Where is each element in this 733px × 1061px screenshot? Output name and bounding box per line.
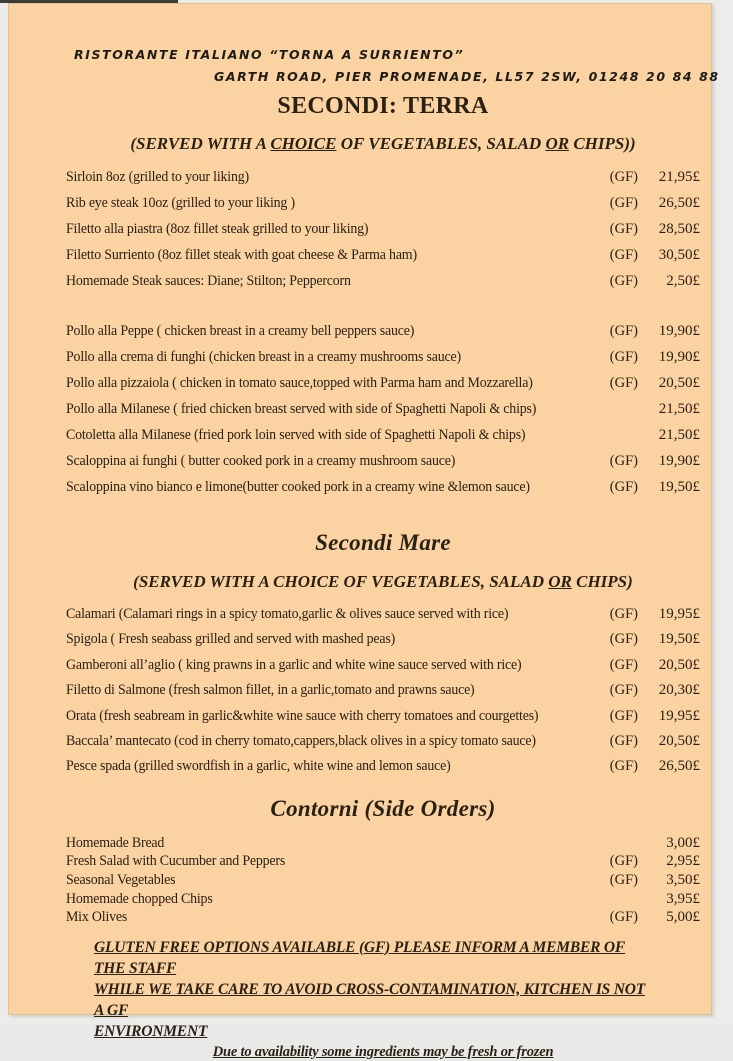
section-item-groups — [66, 606, 700, 784]
menu-page — [8, 3, 720, 1060]
menu-item-row — [66, 247, 700, 273]
item-name: Homemade chopped Chips — [66, 890, 213, 907]
menu-item-group — [66, 606, 700, 784]
availability-note-text: Due to availability some ingredients may be fresh or frozen — [212, 1043, 554, 1060]
item-price: 30,50£ — [658, 247, 700, 263]
section-subtitle: (SERVED WITH A CHOICE OF VEGETABLES, SALAD OR CHIPS) — [133, 572, 633, 591]
item-name: Cotoletta alla Milanese (fried pork loin served with side of Spaghetti Napoli & chips) — [66, 427, 526, 443]
gf-badge: (GF) — [609, 221, 638, 237]
menu-item-row — [66, 606, 700, 631]
top-edge-strip — [0, 0, 178, 3]
gf-badge: (GF) — [609, 247, 638, 263]
menu-item-row — [66, 427, 700, 453]
gluten-free-note-line: WHILE WE TAKE CARE TO AVOID CROSS-CONTAMINATION, KITCHEN IS NOT A GF — [94, 980, 646, 1019]
menu-item-row — [66, 631, 700, 656]
item-name: Orata (fresh seabream in garlic&white wine sauce with cherry tomatoes and courgettes) — [66, 707, 539, 724]
gluten-free-note — [94, 937, 656, 1042]
item-name: Pollo alla Milanese ( fried chicken breast served with side of Spaghetti Napoli & chips) — [66, 401, 537, 417]
item-name: Rib eye steak 10oz (grilled to your liking ) — [66, 195, 295, 211]
item-name: Pollo alla pizzaiola ( chicken in tomato sauce,topped with Parma ham and Mozzarella) — [66, 375, 533, 391]
item-name: Sirloin 8oz (grilled to your liking) — [66, 169, 249, 185]
section-subtitle: (SERVED WITH A CHOICE OF VEGETABLES, SALAD OR CHIPS)) — [130, 134, 636, 153]
gluten-free-note-line: ENVIRONMENT — [94, 1022, 208, 1040]
menu-sections — [66, 92, 700, 928]
gf-badge: (GF) — [609, 375, 638, 391]
gf-badge: (GF) — [609, 323, 638, 339]
menu-item-row — [66, 682, 700, 707]
item-price: 19,90£ — [658, 349, 700, 365]
item-name: Homemade Steak sauces: Diane; Stilton; Peppercorn — [66, 273, 351, 289]
item-price: 20,50£ — [658, 375, 700, 391]
menu-item-row — [66, 273, 700, 299]
gf-badge: (GF) — [609, 853, 638, 870]
item-price: 19,50£ — [658, 479, 700, 495]
item-name: Gamberoni all’aglio ( king prawns in a garlic and white wine sauce served with rice) — [66, 656, 522, 673]
item-name: Calamari (Calamari rings in a spicy tomato,garlic & olives sauce served with rice) — [66, 606, 509, 622]
item-name: Pesce spada (grilled swordfish in a garlic, white wine and lemon sauce) — [66, 758, 451, 775]
section-item-groups — [66, 835, 700, 928]
menu-item-row — [66, 401, 700, 427]
menu-section-secondi-terra — [66, 92, 700, 505]
gf-badge: (GF) — [609, 656, 638, 673]
menu-item-row — [66, 872, 700, 891]
menu-item-row — [66, 453, 700, 479]
gf-badge: (GF) — [609, 479, 638, 495]
item-name: Spigola ( Fresh seabass grilled and served with mashed peas) — [66, 631, 396, 648]
menu-item-row — [66, 221, 700, 247]
gf-badge: (GF) — [609, 606, 638, 622]
gf-badge: (GF) — [609, 909, 638, 926]
gf-badge: (GF) — [609, 273, 638, 289]
menu-item-row — [66, 323, 700, 349]
menu-item-row — [66, 758, 700, 783]
item-price: 19,90£ — [658, 323, 700, 339]
section-title: Secondi Mare — [315, 530, 451, 555]
menu-section-secondi-mare — [66, 529, 700, 784]
item-price: 20,30£ — [658, 682, 700, 699]
item-price: 20,50£ — [658, 656, 700, 673]
item-price: 2,95£ — [666, 853, 700, 870]
item-name: Homemade Bread — [66, 834, 165, 851]
item-name: Mix Olives — [66, 909, 128, 926]
gf-badge: (GF) — [609, 758, 638, 775]
section-title: SECONDI: TERRA — [277, 93, 489, 119]
menu-item-row — [66, 733, 700, 758]
gf-badge: (GF) — [609, 631, 638, 648]
section-title: Contorni (Side Orders) — [270, 795, 496, 821]
item-price: 21,50£ — [658, 401, 700, 417]
item-price: 28,50£ — [658, 221, 700, 237]
menu-section-contorni — [66, 795, 700, 928]
item-name: Fresh Salad with Cucumber and Peppers — [66, 853, 286, 870]
item-price: 26,50£ — [658, 195, 700, 211]
restaurant-address-phone: GARTH ROAD, PIER PROMENADE, LL57 2SW, 01248 20 84 88 — [214, 69, 720, 84]
item-name: Pollo alla Peppe ( chicken breast in a creamy bell peppers sauce) — [66, 323, 415, 339]
menu-item-row — [66, 835, 700, 854]
gf-badge: (GF) — [609, 707, 638, 724]
menu-item-row — [66, 891, 700, 910]
menu-item-row — [66, 195, 700, 221]
gf-badge: (GF) — [609, 195, 638, 211]
item-price: 2,50£ — [666, 273, 700, 289]
item-name: Scaloppina ai funghi ( butter cooked pork in a creamy mushroom sauce) — [66, 453, 456, 469]
item-price: 5,00£ — [666, 909, 700, 926]
menu-item-row — [66, 349, 700, 375]
item-price: 21,95£ — [658, 169, 700, 185]
restaurant-name: RISTORANTE ITALIANO “TORNA A SURRIENTO” — [74, 47, 465, 62]
item-name: Filetto alla piastra (8oz fillet steak grilled to your liking) — [66, 221, 369, 237]
gluten-free-note-line: GLUTEN FREE OPTIONS AVAILABLE (GF) PLEASE INFORM A MEMBER OF THE STAFF — [94, 938, 626, 977]
item-name: Filetto Surriento (8oz fillet steak with goat cheese & Parma ham) — [66, 247, 417, 263]
item-name: Scaloppina vino bianco e limone(butter cooked pork in a creamy wine &lemon sauce) — [66, 479, 530, 495]
item-price: 19,50£ — [658, 631, 700, 648]
item-name: Pollo alla crema di funghi (chicken breast in a creamy mushrooms sauce) — [66, 349, 461, 365]
menu-item-group — [66, 323, 700, 505]
gf-badge: (GF) — [609, 349, 638, 365]
menu-item-row — [66, 708, 700, 733]
menu-item-row — [66, 169, 700, 195]
item-name: Baccala’ mantecato (cod in cherry tomato,cappers,black olives in a spicy tomato sauce) — [66, 732, 536, 749]
item-price: 21,50£ — [658, 427, 700, 443]
gf-badge: (GF) — [609, 453, 638, 469]
item-price: 19,95£ — [658, 606, 700, 622]
item-name: Seasonal Vegetables — [66, 871, 176, 888]
menu-item-group — [66, 835, 700, 928]
item-name: Filetto di Salmone (fresh salmon fillet, in a garlic,tomato and prawns sauce) — [66, 682, 475, 699]
menu-item-row — [66, 657, 700, 682]
gf-badge: (GF) — [609, 169, 638, 185]
menu-item-row — [66, 375, 700, 401]
item-price: 3,00£ — [666, 834, 700, 851]
section-item-groups — [66, 169, 700, 505]
menu-item-row — [66, 853, 700, 872]
gf-badge: (GF) — [609, 682, 638, 699]
availability-note — [66, 1044, 700, 1061]
item-price: 26,50£ — [658, 758, 700, 775]
menu-item-row — [66, 909, 700, 928]
item-price: 20,50£ — [658, 732, 700, 749]
item-price: 3,50£ — [666, 871, 700, 888]
menu-item-row — [66, 479, 700, 505]
gf-badge: (GF) — [609, 732, 638, 749]
item-price: 19,90£ — [658, 453, 700, 469]
item-price: 19,95£ — [658, 707, 700, 724]
gf-badge: (GF) — [609, 871, 638, 888]
menu-item-group — [66, 169, 700, 299]
item-price: 3,95£ — [666, 890, 700, 907]
